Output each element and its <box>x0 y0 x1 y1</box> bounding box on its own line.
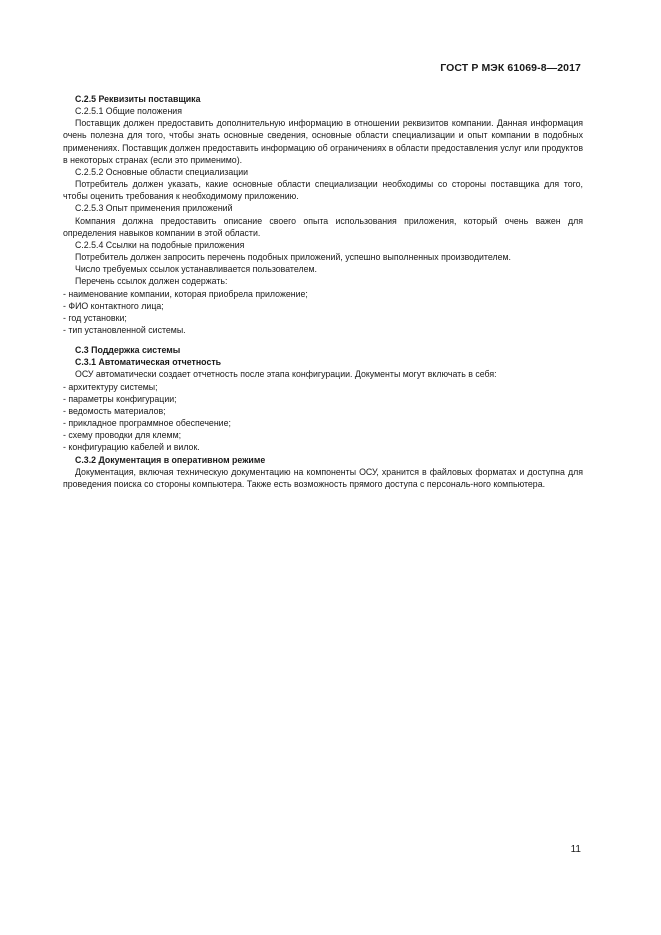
paragraph-c32: Документация, включая техническую документацию на компоненты ОСУ, хранится в файловых форматах и доступна для проведения поиска со стороны компьютера. Также есть возможность прямого доступа с персональ-ного компьютера. <box>63 466 583 489</box>
paragraph-c254-2: Число требуемых ссылок устанавливается пользователем. <box>75 264 317 275</box>
list-item: - год установки; <box>63 312 583 324</box>
subsection-title-c31: C.3.1 Автоматическая отчетность <box>75 357 222 368</box>
list-item: - конфигурацию кабелей и вилок. <box>63 441 583 453</box>
subsection-title-c253: C.2.5.3 Опыт применения приложений <box>75 203 233 214</box>
document-header: ГОСТ Р МЭК 61069-8—2017 <box>440 62 581 74</box>
page-content <box>63 93 583 490</box>
list-item: - наименование компании, которая приобрела приложение; <box>63 288 583 300</box>
list-item: - параметры конфигурации; <box>63 393 583 405</box>
page-number: 11 <box>570 844 581 855</box>
paragraph-c31: ОСУ автоматически создает отчетность после этапа конфигурации. Документы могут включать в себя: <box>75 369 497 380</box>
list-item: - ФИО контактного лица; <box>63 300 583 312</box>
paragraph-c251: Поставщик должен предоставить дополнительную информацию в отношении реквизитов компании. Данная информация очень полезна для того, чтобы знать основные сведения, основные области специализации и опыт компании в подобных применениях. Поставщик должен предоставить информацию об ограничениях в области предоставления услуг или продуктов в некоторых странах (если это применимо). <box>63 118 583 165</box>
list-item: - прикладное программное обеспечение; <box>63 417 583 429</box>
list-item: - схему проводки для клемм; <box>63 429 583 441</box>
documents-list <box>63 381 583 454</box>
paragraph-c254-1: Потребитель должен запросить перечень подобных приложений, успешно выполненных производителем. <box>75 252 511 263</box>
subsection-title-c252: C.2.5.2 Основные области специализации <box>75 166 249 177</box>
list-item: - тип установленной системы. <box>63 324 583 336</box>
paragraph-c252: Потребитель должен указать, какие основные области специализации необходимы со стороны поставщика для того, чтобы оценить требования к необходимому приложению. <box>63 179 583 202</box>
section-title-c3: C.3 Поддержка системы <box>75 345 181 356</box>
reference-list <box>63 288 583 337</box>
subsection-title-c251: C.2.5.1 Общие положения <box>75 106 182 117</box>
paragraph-c253: Компания должна предоставить описание своего опыта использования приложения, который очень важен для определения навыков компании в этой области. <box>63 215 583 238</box>
list-item: - ведомость материалов; <box>63 405 583 417</box>
section-title-c25: C.2.5 Реквизиты поставщика <box>75 94 201 104</box>
list-item: - архитектуру системы; <box>63 381 583 393</box>
subsection-title-c254: C.2.5.4 Ссылки на подобные приложения <box>75 239 245 250</box>
paragraph-c254-3: Перечень ссылок должен содержать: <box>75 276 228 287</box>
subsection-title-c32: C.3.2 Документация в оперативном режиме <box>75 454 266 465</box>
